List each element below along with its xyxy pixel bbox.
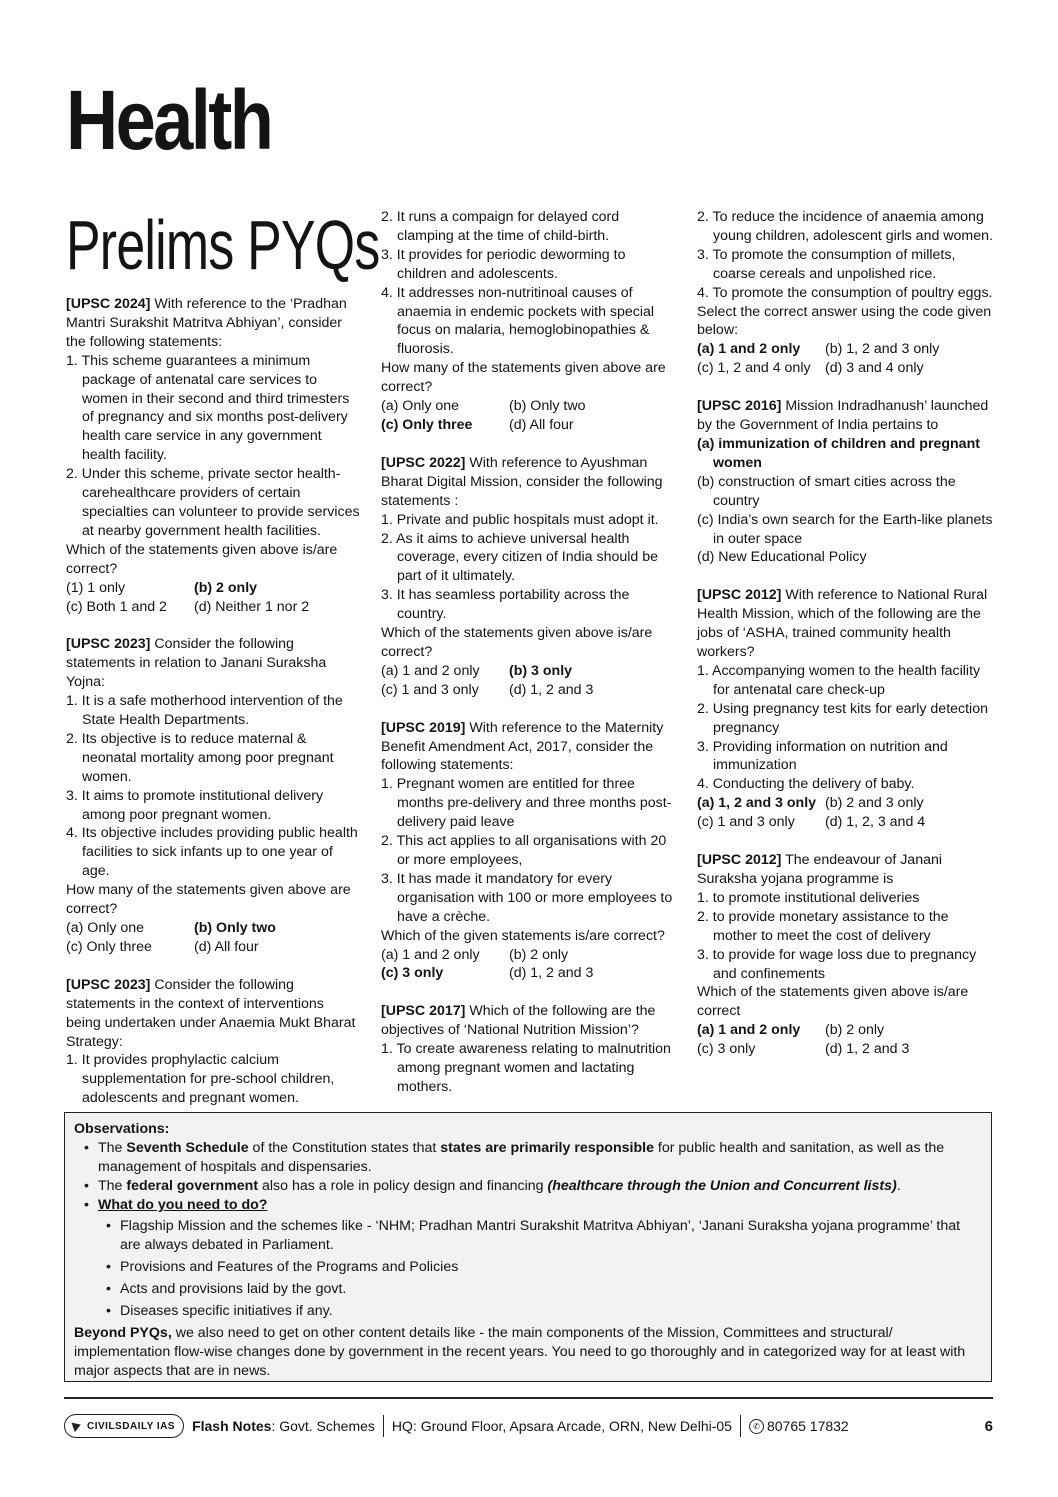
question-upsc-2012-asha: [697, 586, 995, 832]
question-stem: With reference to the Maternity Benefit Amendment Act, 2017, consider the following statements:: [381, 719, 664, 774]
sub-item: • Acts and provisions laid by the govt.: [110, 1280, 982, 1299]
statement-item: 1. Pregnant women are entitled for three months pre-delivery and three months post-delivery paid leave: [381, 776, 672, 831]
question-stem: Mission Indradhanush’ launched by the Government of India pertains to: [697, 398, 989, 434]
observations-box: [64, 1112, 992, 1382]
question-upsc-2017: [381, 1002, 679, 1097]
answer-options: [66, 579, 362, 617]
option: (c) 1, 2 and 4 only: [697, 360, 811, 377]
sub-item: • Diseases specific initiatives if any.: [110, 1302, 982, 1321]
footer-separator: [740, 1415, 741, 1437]
question-prompt: Which of the statements given above is/are correct?: [66, 541, 338, 577]
question-upsc-2012-jsy: [697, 851, 995, 1059]
statement-item: 3. It has seamless portability across the country.: [381, 587, 630, 623]
option-correct: (a) immunization of children and pregnant women: [697, 435, 980, 471]
statement-item: 3. It has made it mandatory for every organisation with 100 or more employees to have a crèche.: [381, 870, 673, 925]
observation-item: [88, 1196, 982, 1321]
option: (a) 1 and 2 only: [381, 946, 480, 963]
option: (c) 1 and 3 only: [697, 814, 795, 831]
question-stem: With reference to the ‘Pradhan Mantri Surakshit Matritva Abhiyan’, consider the following statements:: [66, 296, 347, 350]
column-1: [66, 295, 362, 1127]
option: (b) 2 only: [509, 946, 569, 963]
option: (d) Neither 1 nor 2: [194, 598, 310, 615]
question-year: [UPSC 2019]: [381, 719, 466, 736]
option: (b) Only two: [509, 398, 586, 415]
question-upsc-2019: [381, 719, 679, 984]
statement-item: 2. to provide monetary assistance to the mother to meet the cost of delivery: [697, 908, 949, 944]
page-number: 6: [984, 1417, 993, 1435]
option-correct: (c) Only three: [381, 416, 473, 433]
question-stem: Which of the following are the objectives of ‘National Nutrition Mission’?: [381, 1003, 656, 1039]
logo-mark-icon: [72, 1420, 83, 1432]
option: (d) All four: [194, 938, 259, 955]
page-title: Health: [66, 73, 272, 167]
question-year: [UPSC 2017]: [381, 1003, 466, 1020]
question-prompt: Which of the statements given above is/are correct: [697, 984, 969, 1020]
option: (b) 2 and 3 only: [825, 795, 924, 812]
option: (a) 1 and 2 only: [381, 662, 480, 679]
sub-item: • Provisions and Features of the Programs and Policies: [110, 1258, 982, 1277]
answer-options: [381, 662, 679, 700]
statement-item: 1. to promote institutional deliveries: [697, 889, 920, 906]
option: (c) 1 and 3 only: [381, 681, 479, 698]
question-year: [UPSC 2022]: [381, 454, 466, 471]
option-correct: (a) 1, 2 and 3 only: [697, 795, 817, 812]
option: (c) India’s own search for the Earth-like planets in outer space: [697, 511, 993, 547]
question-upsc-2022: [381, 454, 679, 700]
answer-options: [697, 794, 995, 832]
answer-options: [697, 1021, 995, 1059]
statement-item: 3. To promote the consumption of millets, coarse cereals and unpolished rice.: [697, 246, 956, 282]
phone-number: 80765 17832: [766, 1418, 849, 1434]
statement-item: 2. This act applies to all organisations with 20 or more employees,: [381, 833, 667, 868]
option: (a) Only one: [381, 398, 460, 415]
option: (c) Both 1 and 2: [66, 598, 167, 615]
statement-item: 1. It provides prophylactic calcium supplementation for pre-school children, adolescents and pregnant women.: [66, 1052, 335, 1107]
option: (b) construction of smart cities across the country: [697, 473, 956, 509]
question-stem: Consider the following statements in the context of interventions being undertaken under Anaemia Mukt Bharat Strategy:: [66, 976, 356, 1050]
footer: [64, 1412, 993, 1440]
option: (1) 1 only: [66, 579, 126, 596]
observation-item: • The federal government also has a role in policy design and financing (healthcare through the Union and Concurrent lists).: [88, 1177, 982, 1196]
option: (d) New Educational Policy: [697, 549, 867, 566]
flash-notes-label: Flash Notes: Govt. Schemes: [192, 1418, 375, 1434]
option: (d) 1, 2 and 3: [825, 1041, 910, 1058]
option-correct: (a) 1 and 2 only: [697, 341, 801, 358]
statement-item: 1. This scheme guarantees a minimum package of antenatal care services to women in their second and third trimesters of pregnancy and six months post-delivery health care service in any government health facility.: [66, 352, 350, 464]
statement-item: 1. Accompanying women to the health facility for antenatal care check-up: [697, 662, 981, 698]
statement-item: 3. It provides for periodic deworming to children and adolescents.: [381, 246, 626, 282]
question-upsc-2023-jsy: [66, 635, 362, 956]
question-upsc-2024: [66, 295, 362, 616]
observations-heading: Observations:: [74, 1121, 170, 1137]
question-upsc-2023-amb: [66, 976, 362, 1108]
option: (d) 1, 2, 3 and 4: [825, 814, 926, 831]
question-year: [UPSC 2023]: [66, 636, 151, 653]
section-subtitle: Prelims PYQs: [66, 206, 380, 284]
option-correct: (b) Only two: [194, 920, 276, 936]
address: HQ: Ground Floor, Apsara Arcade, ORN, New Delhi-05: [391, 1418, 732, 1434]
option: (d) 1, 2 and 3: [509, 681, 594, 698]
question-prompt: Select the correct answer using the code given below:: [697, 303, 992, 339]
option: (b) 2 only: [825, 1022, 885, 1039]
footer-separator: [383, 1415, 384, 1437]
option: (c) 3 only: [697, 1041, 756, 1058]
option-correct: (c) 3 only: [381, 965, 444, 982]
question-upsc-2016: [697, 397, 995, 567]
question-upsc-2023-amb-cont: [381, 208, 679, 435]
option: (d) 3 and 4 only: [825, 360, 924, 377]
footer-divider: [64, 1397, 993, 1399]
statement-item: 1. Private and public hospitals must adopt it.: [381, 511, 659, 528]
brand-logo: CIVILSDAILY IAS: [64, 1414, 184, 1438]
option: (c) Only three: [66, 938, 152, 955]
question-year: [UPSC 2012]: [697, 852, 782, 869]
option: (b) 1, 2 and 3 only: [825, 341, 940, 358]
statement-item: 3. It aims to promote institutional delivery among poor pregnant women.: [66, 787, 324, 823]
option-correct: (b) 2 only: [194, 579, 258, 596]
question-prompt: How many of the statements given above are correct?: [381, 360, 666, 396]
statement-item: 2. It runs a compaign for delayed cord clamping at the time of child-birth.: [381, 209, 620, 244]
option: (d) 1, 2 and 3: [509, 965, 594, 982]
question-upsc-2017-cont: [697, 208, 995, 378]
answer-options: [697, 340, 995, 378]
option: (d) All four: [509, 416, 574, 433]
statement-item: 4. Conducting the delivery of baby.: [697, 776, 915, 793]
what-to-do-heading: What do you need to do?: [98, 1197, 268, 1213]
observation-item: • The Seventh Schedule of the Constitution states that states are primarily responsible for public health and sanitation, as well as the management of hospitals and dispensaries.: [88, 1139, 982, 1177]
question-prompt: Which of the statements given above is/are correct?: [381, 625, 653, 660]
option-correct: (a) 1 and 2 only: [697, 1022, 801, 1039]
statement-item: 2. To reduce the incidence of anaemia among young children, adolescent girls and women.: [697, 209, 993, 244]
option: (a) Only one: [66, 920, 145, 936]
question-stem: With reference to National Rural Health Mission, which of the following are the jobs of ‘ASHA, trained community health workers?: [697, 587, 988, 661]
statement-item: 2. Its objective is to reduce maternal & neonatal mortality among poor pregnant women.: [66, 730, 334, 785]
column-2: [381, 208, 679, 1116]
question-stem: With reference to Ayushman Bharat Digital Mission, consider the following statements :: [381, 454, 663, 509]
beyond-pyqs-text: Beyond PYQs, we also need to get on other content details like - the main components of the Mission, Committees and structural/ implementation flow-wise changes done by government in the recent years. You need to go thoroughly and in categorized way for at least with major aspects that are in news.: [74, 1325, 966, 1379]
statement-item: 4. To promote the consumption of poultry eggs.: [697, 284, 993, 301]
statement-item: 1. It is a safe motherhood intervention of the State Health Departments.: [66, 693, 343, 729]
statement-item: 2. Using pregnancy test kits for early detection pregnancy: [697, 700, 988, 736]
statement-item: 2. As it aims to achieve universal health coverage, every citizen of India should be part of it ultimately.: [381, 530, 659, 585]
statement-item: 3. to provide for wage loss due to pregnancy and confinements: [697, 946, 977, 982]
answer-options: [381, 946, 679, 984]
statement-item: 4. Its objective includes providing public health facilities to sick infants up to one year of age.: [66, 825, 358, 880]
sub-item: • Flagship Mission and the schemes like - ‘NHM; Pradhan Mantri Surakshit Matritva Abhiyan’, ‘Janani Suraksha yojana programme’ that are always debated in Parliament.: [110, 1217, 982, 1255]
question-prompt: How many of the statements given above are correct?: [66, 882, 351, 918]
question-prompt: Which of the given statements is/are correct?: [381, 927, 665, 944]
question-year: [UPSC 2016]: [697, 398, 782, 415]
option-correct: (b) 3 only: [509, 662, 573, 679]
statement-item: 2. Under this scheme, private sector health-carehealthcare providers of certain specialties can volunteer to provide services at nearby government health facilities.: [66, 466, 360, 539]
question-year: [UPSC 2023]: [66, 976, 151, 993]
question-stem: The endeavour of Janani Suraksha yojana programme is: [697, 852, 943, 887]
whatsapp-icon: ✆: [749, 1419, 764, 1434]
question-year: [UPSC 2024]: [66, 296, 151, 312]
question-stem: Consider the following statements in relation to Janani Suraksha Yojna:: [66, 636, 327, 691]
column-3: [697, 208, 995, 1078]
question-year: [UPSC 2012]: [697, 587, 782, 604]
statement-item: 1. To create awareness relating to malnutrition among pregnant women and lactating mothers.: [381, 1041, 671, 1095]
answer-options: [66, 919, 362, 957]
answer-options: [381, 397, 679, 435]
statement-item: 4. It addresses non-nutritinoal causes of anaemia in endemic pockets with special focus on malaria, hemoglobinopathies & fluorosis.: [381, 284, 655, 358]
statement-item: 3. Providing information on nutrition and immunization: [697, 738, 948, 774]
